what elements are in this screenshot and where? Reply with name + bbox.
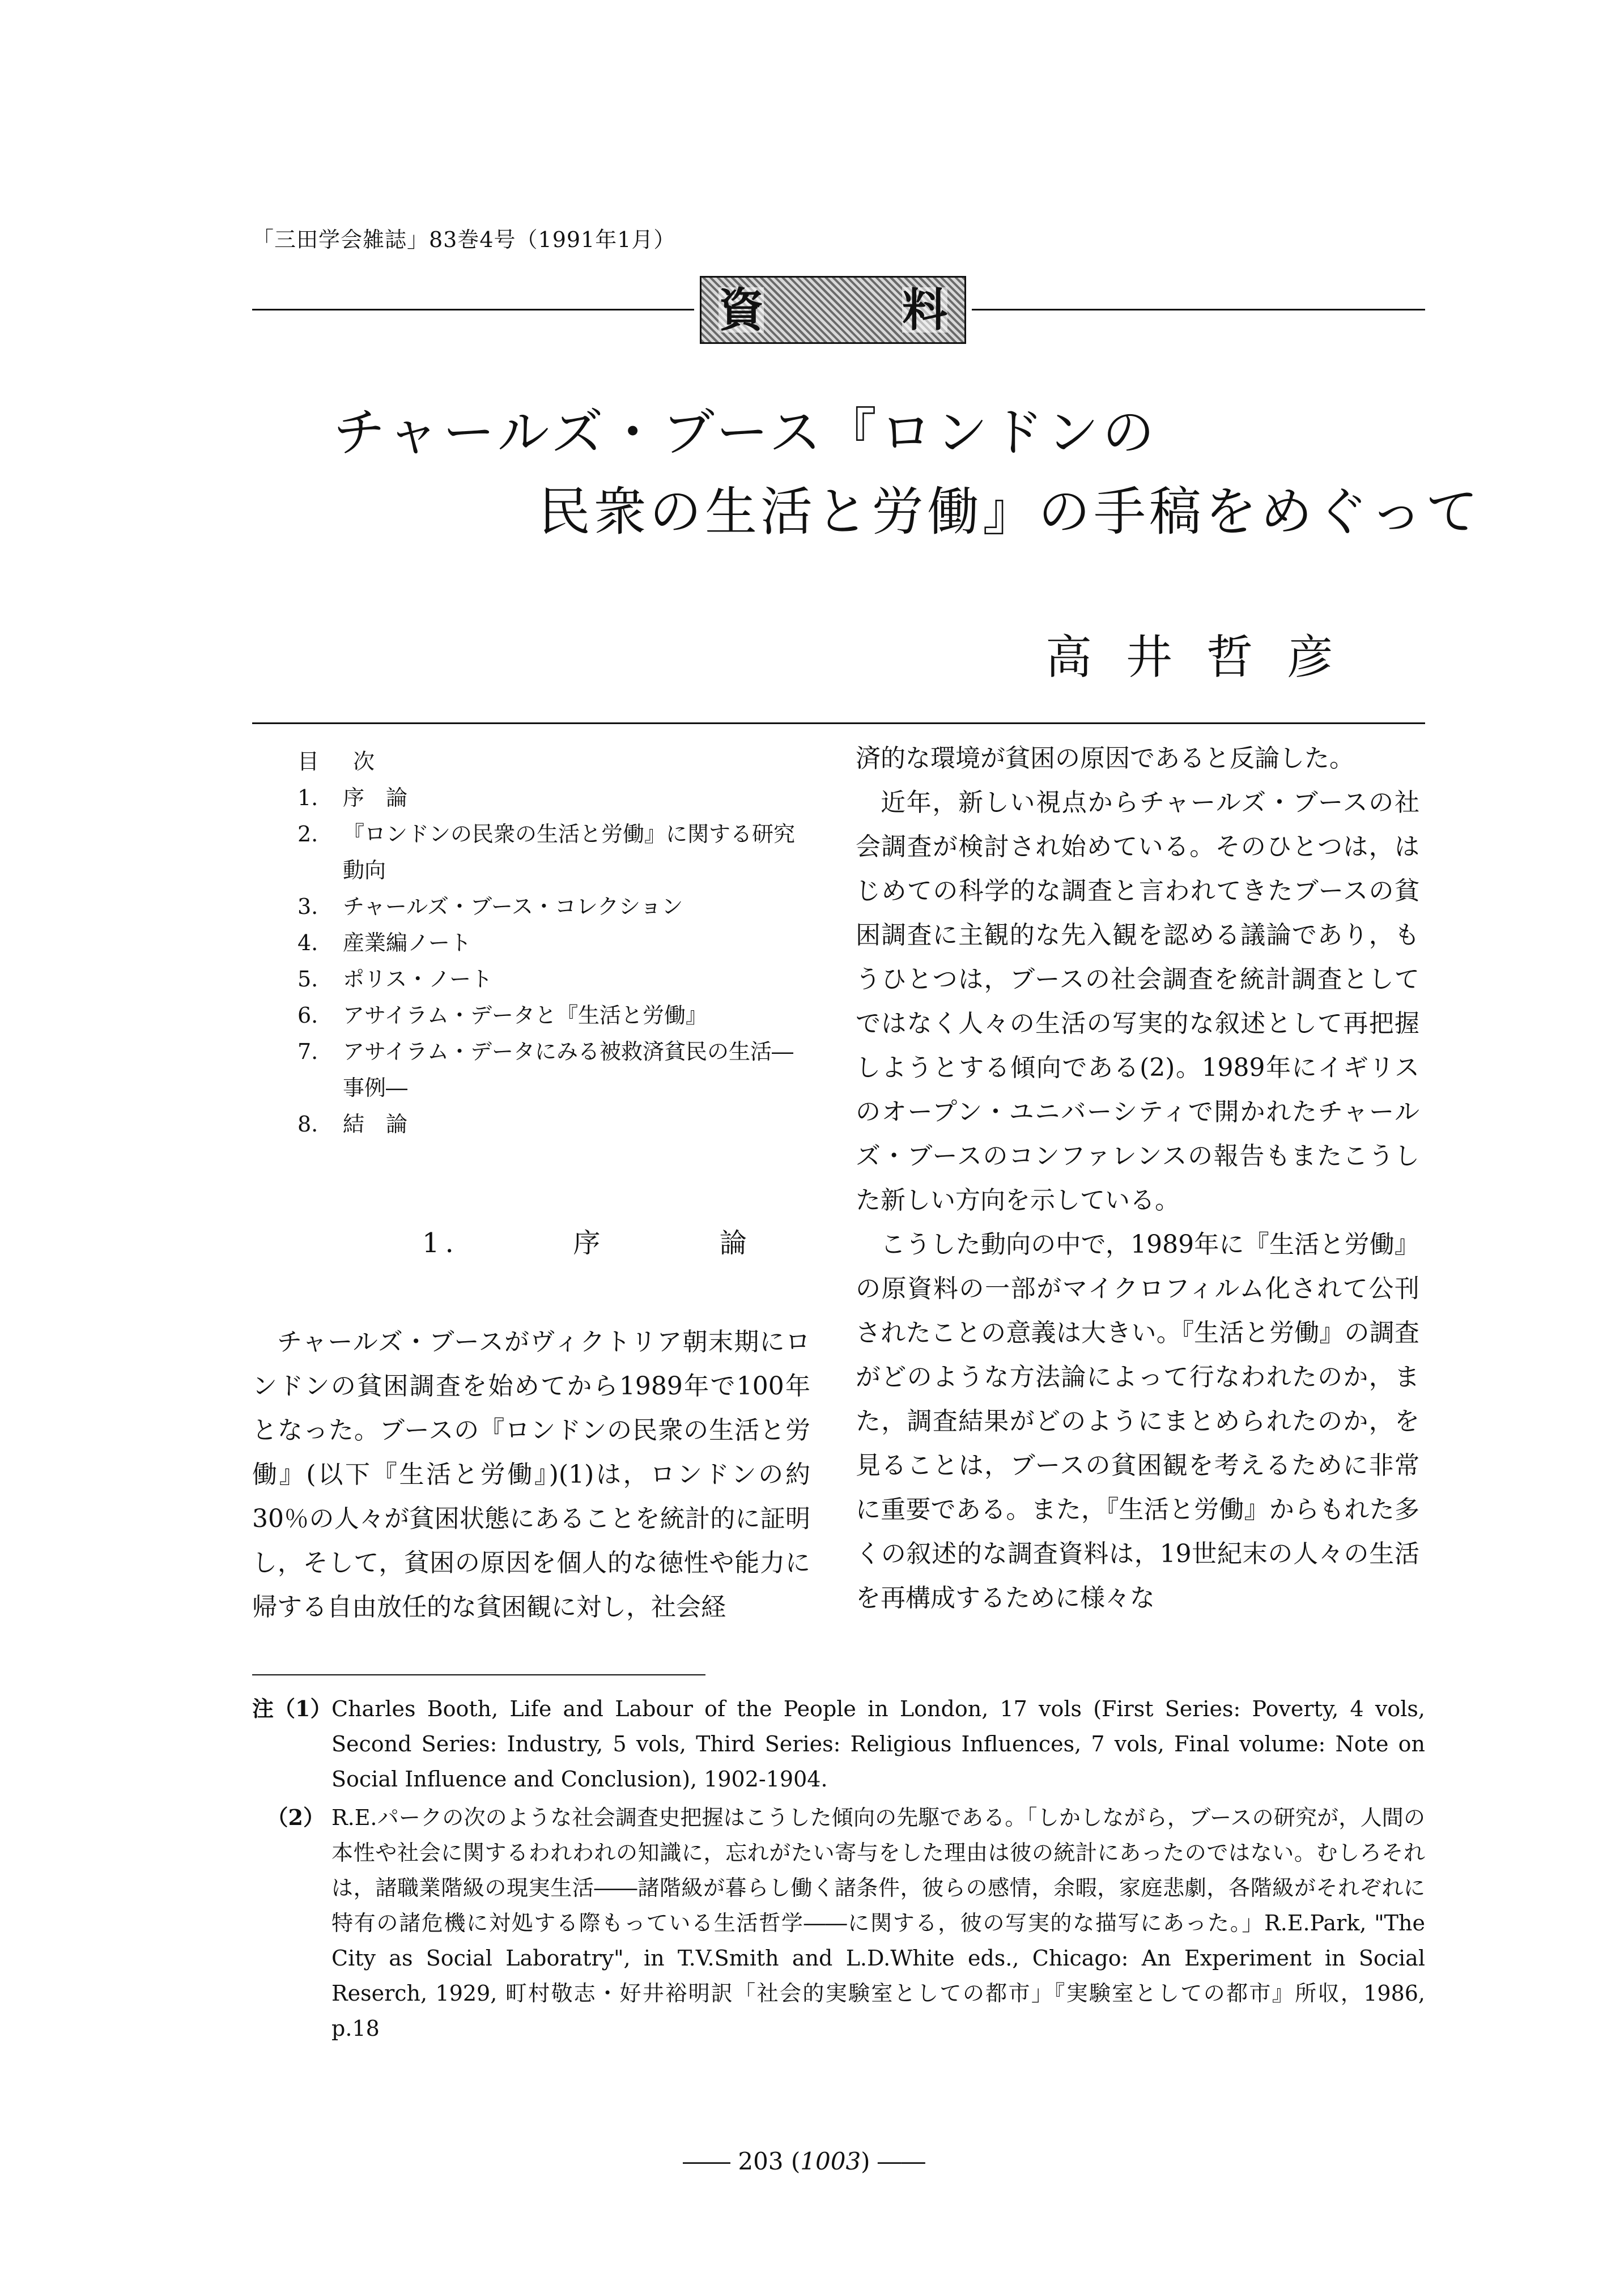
footnote-label: （2） — [266, 1805, 325, 1830]
cumulative-page-number: 1003 — [800, 2147, 861, 2175]
toc-item-num: 2. — [297, 822, 318, 846]
toc-item — [297, 888, 807, 925]
page-folio: ―― 203 (1003) ―― — [683, 2147, 925, 2175]
section-heading — [422, 1221, 753, 1260]
section-number: 1. — [422, 1227, 460, 1259]
header-rule-left — [252, 309, 694, 310]
footnote — [252, 1800, 1425, 2046]
footnote-text: R.E.パークの次のような社会調査史把握はこうした傾向の先駆である。「しかしながら，ブースの研究が，人間の本性や社会に関するわれわれの知識に，忘れがたい寄与をした理由は彼の統計にあったのではない。むしろそれは，諸職業階級の現実生活――諸階級が暮らし働く諸条件，彼らの感情，余暇，家庭悲劇，各階級がそれぞれに特有の諸危機に対処する際もっている生活哲学――に関する，彼の写実的な描写にあった。」R.E.Park, "The City as Social Laboratry", in T.V.Smith and L.D.White eds., Chicago: An Experiment in Social Reserch, 1929, 町村敬志・好井裕明訳「社会的実験室としての都市」『実験室としての都市』所収，1986, p.18 — [331, 1805, 1425, 2041]
toc-item — [297, 1106, 807, 1142]
toc-item — [297, 780, 807, 816]
page-number: 203 — [738, 2147, 784, 2175]
footnote-rule — [252, 1674, 705, 1675]
toc-item-num: 7. — [297, 1039, 318, 1064]
toc-heading-row — [297, 743, 807, 780]
toc-item-text: 産業編ノート — [343, 930, 471, 955]
section-title-b: 論 — [719, 1227, 753, 1259]
body-paragraph: チャールズ・ブースがヴィクトリア朝末期にロンドンの貧困調査を始めてから1989年で100年となった。ブースの『ロンドンの民衆の生活と労働』(以下『生活と労働』)(1)は，ロンドンの約30％の人々が貧困状態にあることを統計的に証明し，そして，貧困の原因を個人的な徳性や能力に帰する自由放任的な貧困観に対し，社会経 — [252, 1328, 810, 1622]
toc-item-num: 5. — [297, 967, 318, 992]
toc-item-text: ポリス・ノート — [343, 967, 493, 992]
footnote-text: Charles Booth, Life and Labour of the People in London, 17 vols (First Series: Poverty, 4 vols, Second Series: Industry, 5 vols, Third Series: Religious Influences, 7 vols, Final volume: Note on Social Influence and Conclusion), 1902-1904. — [331, 1696, 1425, 1792]
body-paragraph: 近年，新しい視点からチャールズ・ブースの社会調査が検討され始めている。そのひとつは，はじめての科学的な調査と言われてきたブースの貧困調査に主観的な先入観を認める議論であり，もうひとつは，ブースの社会調査を統計調査としてではなく人々の生活の写実的な叙述として再把握しようとする傾向である(2)。1989年にイギリスのオープン・ユニバーシティで開かれたチャールズ・ブースのコンファレンスの報告もまたこうした新しい方向を示している。 — [856, 788, 1419, 1215]
footnote-label: 注（1） — [252, 1696, 332, 1721]
badge-char-right: 料 — [902, 283, 947, 337]
article-title-line2: 民衆の生活と労働』の手稿をめぐって — [538, 482, 1482, 542]
toc-item — [297, 1033, 807, 1106]
body-paragraph: 済的な環境が貧困の原因であると反論した。 — [856, 744, 1354, 773]
toc-item-num: 8. — [297, 1112, 318, 1137]
table-of-contents — [297, 743, 807, 1142]
toc-item-num: 1. — [297, 785, 318, 810]
toc-item-text: 序 論 — [343, 785, 408, 810]
toc-item-text: チャールズ・ブース・コレクション — [343, 894, 683, 919]
toc-item — [297, 925, 807, 961]
badge-char-left: 資 — [719, 283, 764, 337]
toc-item-num: 3. — [297, 894, 318, 919]
section-badge — [700, 276, 966, 344]
toc-item — [297, 816, 807, 888]
article-title-line1: チャールズ・ブース『ロンドンの — [333, 402, 1158, 463]
toc-item-text: 結 論 — [343, 1112, 408, 1137]
body-left-column — [252, 1320, 810, 1630]
toc-item-text: アサイラム・データにみる被救済貧民の生活―事例― — [343, 1039, 793, 1100]
toc-item — [297, 997, 807, 1033]
toc-item-text: アサイラム・データと『生活と労働』 — [343, 1003, 707, 1028]
toc-item — [297, 961, 807, 997]
author-name: 高井哲彦 — [1045, 631, 1368, 684]
toc-item-num: 4. — [297, 930, 318, 955]
author-rule — [252, 722, 1425, 724]
footnote — [252, 1691, 1425, 1797]
section-title-a: 序 — [573, 1227, 606, 1259]
body-right-column — [856, 737, 1419, 1620]
footnotes — [252, 1691, 1425, 2049]
toc-item-num: 6. — [297, 1003, 318, 1028]
toc-item-text: 『ロンドンの民衆の生活と労働』に関する研究動向 — [343, 822, 796, 883]
header-rule-right — [972, 309, 1425, 310]
journal-citation: 「三田学会雑誌」83巻4号（1991年1月） — [252, 227, 676, 252]
body-paragraph: こうした動向の中で，1989年に『生活と労働』の原資料の一部がマイクロフィルム化されて公刊されたことの意義は大きい。『生活と労働』の調査がどのような方法論によって行なわれたのか，また，調査結果がどのようにまとめられたのか，を見ることは，ブースの貧困観を考えるために非常に重要である。また，『生活と労働』からもれた多くの叙述的な調査資料は，19世紀末の人々の生活を再構成するために様々な — [856, 1230, 1419, 1613]
toc-heading: 目次 — [297, 749, 409, 774]
